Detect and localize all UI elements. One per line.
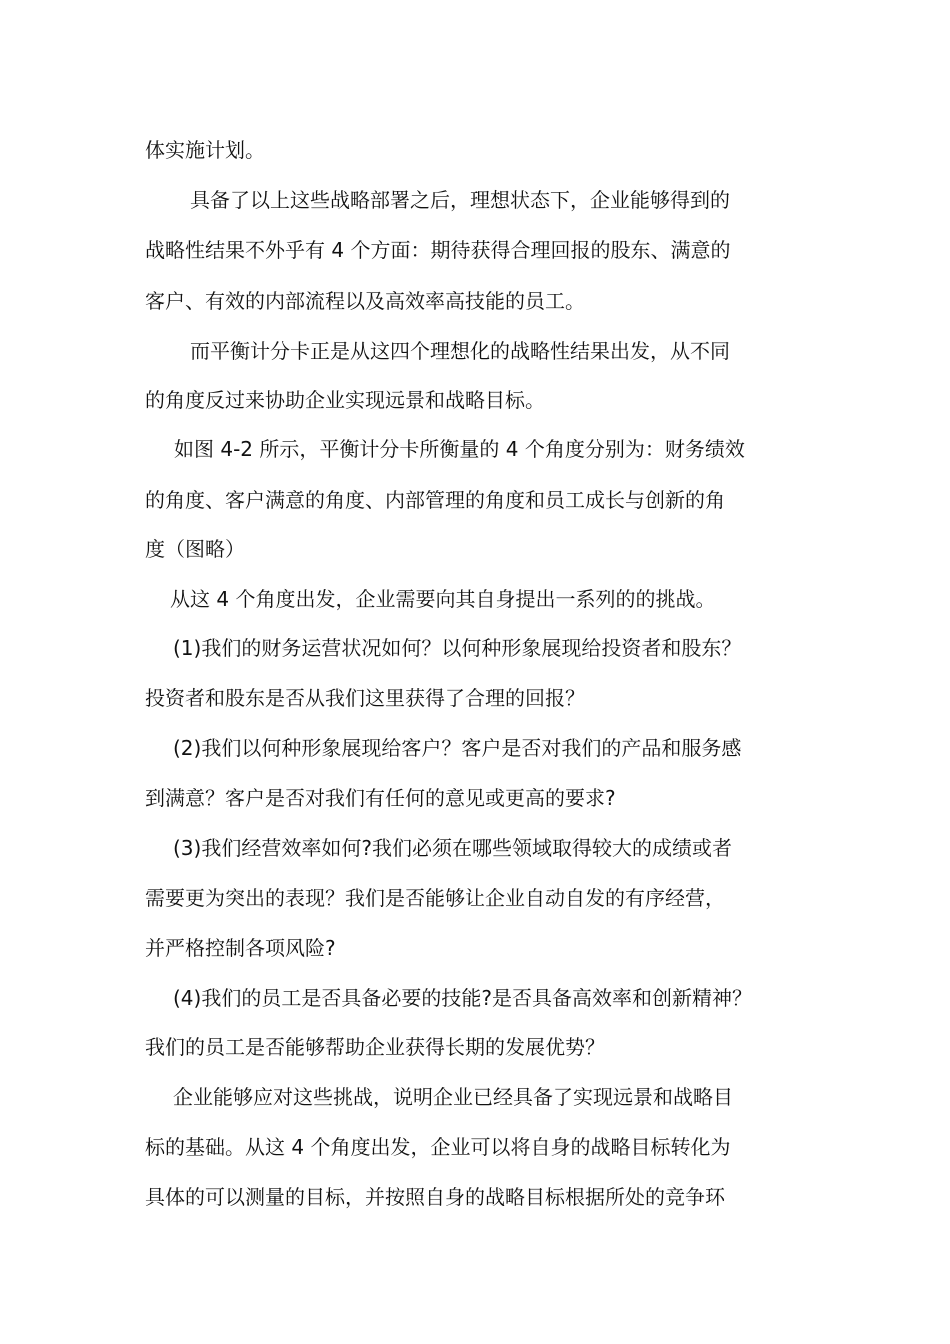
text-line: 的角度、客户满意的角度、内部管理的角度和员工成长与创新的角 bbox=[145, 488, 725, 512]
text-line: 客户、有效的内部流程以及高效率高技能的员工。 bbox=[145, 289, 585, 313]
text-line: 标的基础。从这 4 个角度出发，企业可以将自身的战略目标转化为 bbox=[145, 1135, 731, 1159]
text-line: 企业能够应对这些挑战，说明企业已经具备了实现远景和战略目 bbox=[173, 1085, 733, 1109]
text-line: (3)我们经营效率如何?我们必须在哪些领域取得较大的成绩或者 bbox=[173, 836, 732, 860]
text-line: 投资者和股东是否从我们这里获得了合理的回报？ bbox=[145, 686, 585, 710]
text-line: 并严格控制各项风险? bbox=[145, 936, 336, 960]
text-line: 从这 4 个角度出发，企业需要向其自身提出一系列的的挑战。 bbox=[170, 587, 716, 611]
text-line: 我们的员工是否能够帮助企业获得长期的发展优势？ bbox=[145, 1035, 605, 1059]
text-line: 而平衡计分卡正是从这四个理想化的战略性结果出发，从不同 bbox=[190, 339, 730, 363]
text-line: 战略性结果不外乎有 4 个方面：期待获得合理回报的股东、满意的 bbox=[145, 238, 731, 262]
text-line: 如图 4-2 所示，平衡计分卡所衡量的 4 个角度分别为：财务绩效 bbox=[174, 437, 745, 461]
text-line: 到满意？客户是否对我们有任何的意见或更高的要求? bbox=[145, 786, 616, 810]
text-line: 需要更为突出的表现？我们是否能够让企业自动自发的有序经营， bbox=[145, 886, 725, 910]
text-line: 具体的可以测量的目标，并按照自身的战略目标根据所处的竞争环 bbox=[145, 1185, 725, 1209]
text-line: (2)我们以何种形象展现给客户？客户是否对我们的产品和服务感 bbox=[173, 736, 742, 760]
text-line: 体实施计划。 bbox=[145, 138, 265, 162]
text-line: 度（图略） bbox=[145, 537, 245, 561]
text-line: (4)我们的员工是否具备必要的技能?是否具备高效率和创新精神？ bbox=[173, 986, 752, 1010]
text-line: 的角度反过来协助企业实现远景和战略目标。 bbox=[145, 388, 545, 412]
text-line: (1)我们的财务运营状况如何？以何种形象展现给投资者和股东？ bbox=[173, 636, 742, 660]
text-line: 具备了以上这些战略部署之后，理想状态下，企业能够得到的 bbox=[190, 188, 730, 212]
